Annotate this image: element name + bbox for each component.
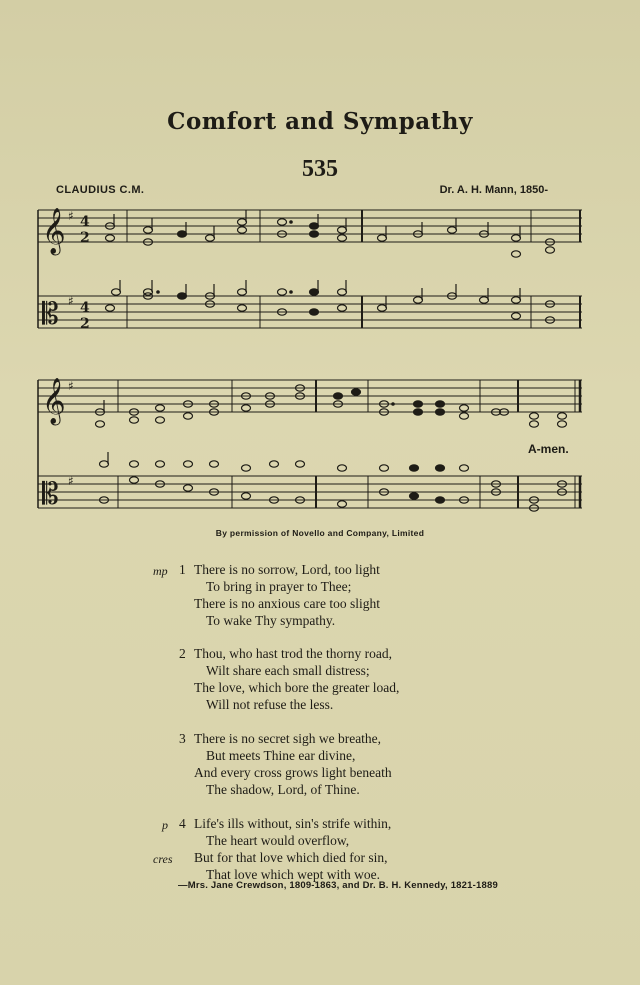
treble-staff-2 (38, 380, 582, 412)
key-signature-sharp-icon: ♯ (68, 474, 74, 488)
composer: Dr. A. H. Mann, 1850- (439, 184, 548, 196)
lyric-line: The love, which bore the greater load, (194, 680, 400, 695)
author-attribution: —Mrs. Jane Crewdson, 1809-1863, and Dr. B. H. Kennedy, 1821-1889 (178, 880, 498, 891)
c-clef-icon: 𝄡 (42, 477, 59, 512)
stanza-number: 2 (179, 646, 186, 661)
lyric-line: The heart would overflow, (206, 833, 350, 848)
time-signature: 4 (80, 214, 90, 230)
key-signature-sharp-icon: ♯ (68, 294, 74, 308)
key-signature-sharp-icon: ♯ (68, 379, 74, 393)
tune-name-text: CLAUDIUS (56, 184, 117, 196)
time-signature: 4 (80, 300, 90, 316)
lyric-line: There is no secret sigh we breathe, (194, 731, 382, 746)
stanza-number: 1 (179, 562, 186, 577)
time-signature: 2 (80, 230, 90, 246)
hymn-number: 535 (302, 156, 338, 182)
lyric-line: There is no anxious care too slight (194, 596, 380, 611)
lyric-line: That love which wept with woe. (206, 867, 380, 882)
stanza-number: 4 (179, 816, 186, 831)
lyric-line: Life's ills without, sin's strife within, (194, 816, 392, 831)
stanza-number: 3 (179, 731, 186, 746)
lyric-line: Thou, who hast trod the thorny road, (194, 646, 392, 661)
lyric-line: But for that love which died for sin, (194, 850, 388, 865)
meter: C.M. (119, 184, 145, 196)
lyric-line: To bring in prayer to Thee; (206, 579, 352, 594)
dynamic-marking: p (162, 818, 168, 832)
treble-clef-icon: 𝄞 (42, 208, 66, 254)
tune-name (56, 184, 144, 196)
treble-clef-icon: 𝄞 (42, 378, 66, 424)
lyric-line: But meets Thine ear divine, (206, 748, 356, 763)
c-clef-icon: 𝄡 (42, 297, 59, 332)
lyric-line: Wilt share each small distress; (206, 663, 370, 678)
section-title: Comfort and Sympathy (167, 108, 473, 135)
music-system-1 (0, 200, 640, 340)
lyric-line: There is no sorrow, Lord, too light (194, 562, 380, 577)
lyric-line: The shadow, Lord, of Thine. (206, 782, 360, 797)
lyric-line: And every cross grows light beneath (194, 765, 392, 780)
dynamic-marking: cres (153, 852, 173, 866)
lyric-line: To wake Thy sympathy. (206, 613, 336, 628)
amen-label: A-men. (528, 442, 569, 456)
dynamic-marking: mp (153, 564, 168, 578)
notes-system-1 (106, 210, 555, 323)
barlines-1 (38, 210, 580, 328)
permission-notice: By permission of Novello and Company, Limited (215, 528, 425, 538)
lyric-line: Will not refuse the less. (206, 697, 334, 712)
key-signature-sharp-icon: ♯ (68, 209, 74, 223)
time-signature: 2 (80, 316, 90, 332)
